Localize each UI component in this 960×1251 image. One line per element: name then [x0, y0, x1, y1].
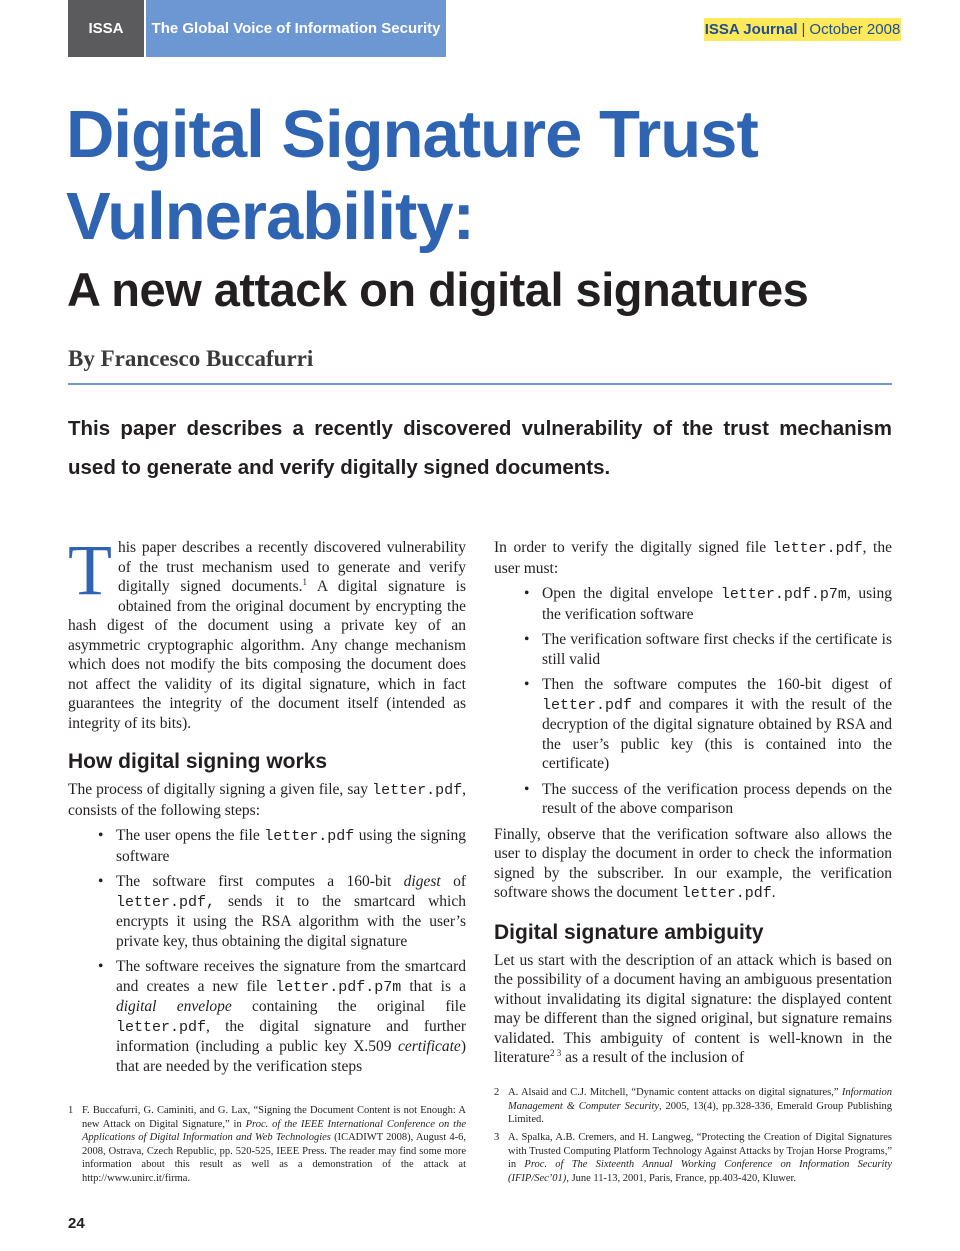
text: The software receives the signature from the smartcard and creates a new file: [116, 958, 466, 995]
intro-text-b: A digital signature is obtained from the original document by encrypting the hash digest of the document using a private key of an asymmetric cryptographic algorithm. Any change mechanism which does not modify the bits composing the document does not affect the validity of its digital signature, which in fact guarantees the integrity of the document itself (intended as integrity of its bits).: [68, 578, 466, 732]
footnote-text: [508, 1131, 892, 1185]
footnote-2: [494, 1086, 892, 1127]
text: and compares it with the result of the decryption of the digital signature obtained by RSA and the user’s public key (this is contained into the certificate): [542, 695, 892, 772]
bullet-icon: •: [98, 827, 104, 844]
text: In order to verify the digitally signed file: [494, 539, 773, 556]
list-item: [494, 584, 892, 624]
emphasis: digital envelope: [116, 998, 232, 1015]
list-item: [494, 780, 892, 819]
text: , June 11-13, 2001, Paris, France, pp.403-420, Kluwer.: [566, 1172, 797, 1184]
byline: By Francesco Buccafurri: [68, 346, 314, 371]
filename: letter.pdf,: [116, 893, 216, 911]
header-tagline: The Global Voice of Information Security: [146, 0, 446, 57]
footnote-3: [494, 1131, 892, 1185]
list-item: [68, 826, 466, 866]
journal-date: October 2008: [809, 21, 901, 38]
text: Let us start with the description of an attack which is based on the possibility of a document having an ambiguous presentation without invalidating its digital signature: the displayed content may be different than the signed original, but signature remains validated. This ambiguity of content is well-known in the literature: [494, 951, 892, 1066]
emphasis: Information Management & Computer Security: [508, 1087, 892, 1112]
footnote-text: [82, 1104, 466, 1185]
left-column: [68, 530, 466, 1076]
verify-intro: [494, 538, 892, 578]
list-item: [68, 957, 466, 1076]
bullet-icon: •: [524, 631, 530, 648]
journal-separator: |: [801, 21, 806, 38]
footnote-number: 1: [68, 1105, 74, 1116]
text: F. Buccafurri, G. Caminiti, and G. Lax, “Signing the Document Content is not Enough: A new Attack on Digital Signature,” in: [82, 1105, 466, 1130]
article-title: [66, 94, 896, 258]
signing-steps-intro: [68, 780, 466, 820]
article-subtitle: A new attack on digital signatures: [67, 263, 809, 316]
title-line-2: Vulnerability:: [66, 179, 474, 254]
text: The process of digitally signing a given file, say: [68, 781, 373, 798]
intro-text-a: his paper describes a recently discovered vulnerability of the trust mechanism used to generate and verify digitally signed documents.: [117, 539, 466, 595]
text: , consists of the following steps:: [68, 781, 466, 819]
filename: letter.pdf: [772, 540, 863, 557]
bullet-icon: •: [524, 585, 530, 602]
text: .: [771, 884, 776, 901]
footnote-number: 3: [494, 1132, 500, 1143]
filename: letter.pdf: [542, 696, 633, 714]
text: sends it to the smartcard which encrypts it using the RSA algorithm with the user’s private key, thus obtaining the digital signature: [116, 892, 466, 950]
text: , the user must:: [494, 539, 892, 577]
filename: letter.pdf.p7m: [275, 978, 402, 996]
emphasis: certificate: [397, 1038, 461, 1055]
list-item: [494, 675, 892, 774]
list-item: [68, 872, 466, 951]
emphasis: Proc. of The Sixteenth Annual Working Conference on Information Security (IFIP/Sec’01): [508, 1159, 892, 1184]
text: of: [440, 873, 466, 890]
text: Finally, observe that the verification software also allows the user to display the document in order to check the information signed by the subscriber. In our example, the verification software shows the document: [494, 825, 892, 901]
heading-how-signing-works: How digital signing works: [68, 750, 328, 773]
text: The software first computes a 160-bit: [116, 873, 404, 890]
text: using the signing software: [116, 827, 466, 865]
text: A. Alsaid and C.J. Mitchell, “Dynamic content attacks on digital signatures,”: [508, 1087, 842, 1098]
bullet-icon: •: [98, 958, 104, 975]
header-journal-badge: [704, 18, 901, 41]
text: , 2005, 13(4), pp.328-336, Emerald Group Publishing Limited.: [508, 1100, 892, 1125]
text: ) that are needed by the verification steps: [116, 1038, 466, 1075]
signing-steps-list: [68, 826, 466, 1076]
footnote-number: 2: [494, 1087, 500, 1098]
header-issa-label: ISSA: [68, 0, 144, 57]
text: containing the original file: [231, 998, 466, 1015]
bullet-icon: •: [524, 780, 530, 798]
heading-signature-ambiguity: Digital signature ambiguity: [494, 920, 764, 944]
list-item: [494, 630, 892, 669]
footnote-text: [508, 1086, 892, 1127]
right-column: [494, 538, 892, 1068]
page-number: 24: [68, 1215, 85, 1232]
filename: letter.pdf: [264, 828, 355, 845]
text: The verification software first checks if the certificate is still valid: [542, 631, 892, 668]
intro-paragraph: [68, 530, 466, 733]
bullet-icon: •: [98, 873, 104, 890]
text: that is a: [401, 977, 466, 995]
emphasis: digest: [403, 873, 441, 890]
verify-display-paragraph: [494, 825, 892, 904]
footnote-ref-2-3: 2 3: [549, 1047, 562, 1058]
text: (ICADIWT 2008), August 4-6, 2008, Ostrava, Czech Republic, pp. 520-525, IEEE Press. The reader may find some more information about this result as well as a demonstration of the attack at http://www.unirc.it/firma.: [82, 1132, 466, 1184]
text: A. Spalka, A.B. Cremers, and H. Langweg, “Protecting the Creation of Digital Signatures with Trusted Computing Platform Technology Against Attacks by Trojan Horse Programs,” in: [508, 1132, 892, 1170]
bullet-icon: •: [524, 676, 530, 693]
text: Open the digital envelope: [542, 585, 721, 602]
filename: letter.pdf.p7m: [720, 586, 847, 603]
filename: letter.pdf: [681, 885, 772, 902]
filename: letter.pdf: [116, 1018, 207, 1036]
text: , the digital signature and further information (including a public key X.509: [116, 1017, 466, 1055]
verification-steps-list: [494, 584, 892, 819]
text: as a result of the inclusion of: [561, 1049, 745, 1066]
journal-name: ISSA Journal: [704, 21, 798, 38]
emphasis: Proc. of the IEEE International Conference on the Applications of Digital Information and Web Technologies: [82, 1118, 466, 1143]
title-divider: [68, 383, 892, 385]
drop-cap: T: [68, 530, 112, 610]
text: Then the software computes the 160-bit digest of: [542, 676, 892, 693]
footnote-ref-1: 1: [302, 576, 308, 587]
title-line-1: Digital Signature Trust: [66, 97, 758, 172]
text: The success of the verification process depends on the result of the above comparison: [542, 780, 892, 817]
text: The user opens the file: [116, 827, 265, 844]
abstract: This paper describes a recently discovered vulnerability of the trust mechanism used to generate and verify digitally signed documents.: [68, 417, 892, 479]
footnote-1: [68, 1104, 466, 1185]
ambiguity-paragraph: [494, 951, 892, 1068]
filename: letter.pdf: [372, 782, 463, 799]
text: , using the verification software: [542, 585, 892, 623]
